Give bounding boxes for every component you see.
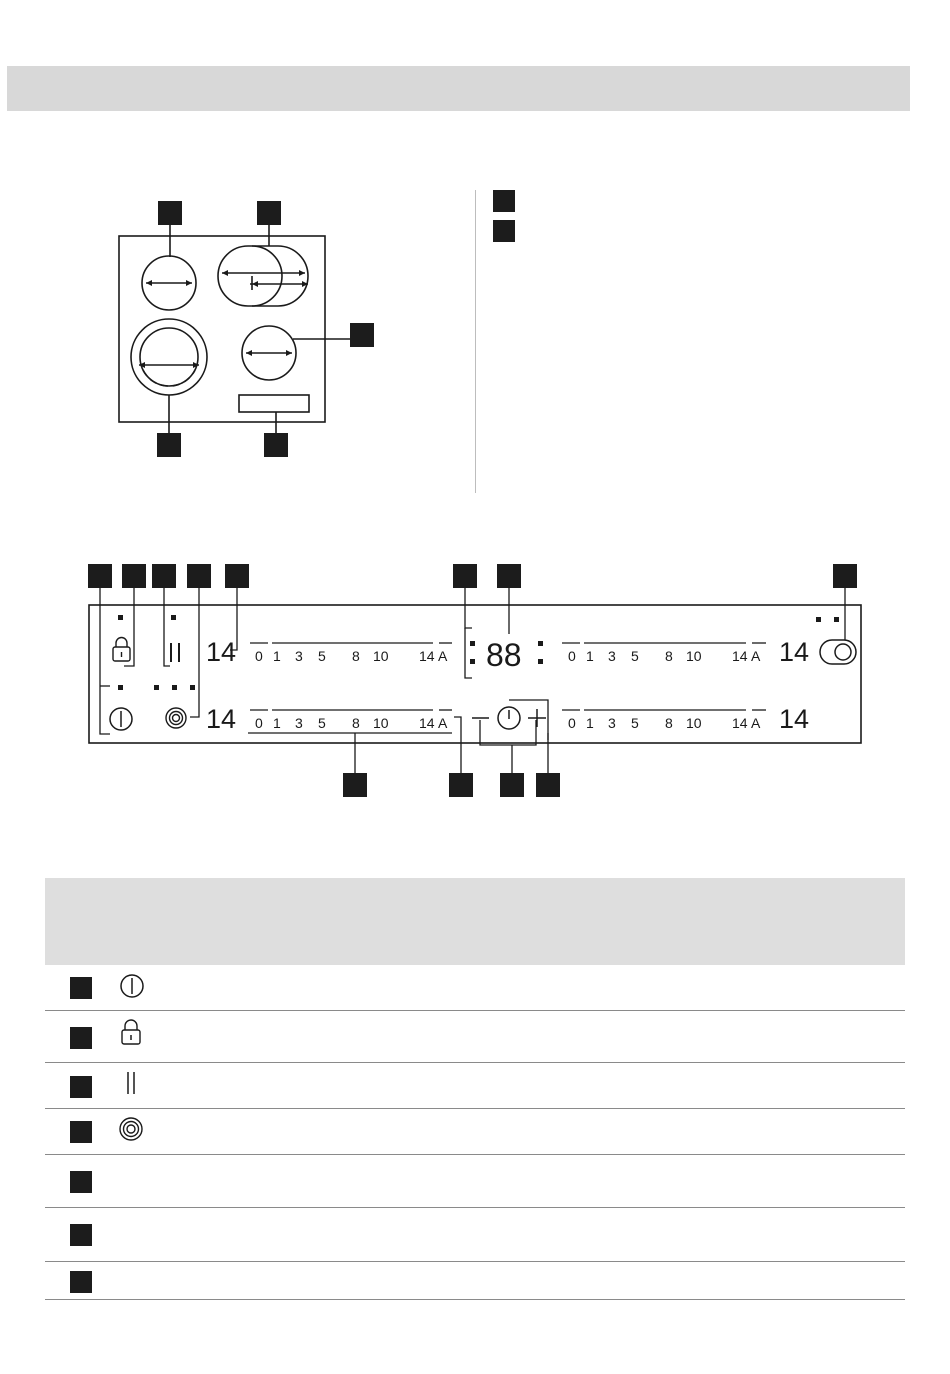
power-level-label-bottom-left[interactable]: 5 bbox=[318, 715, 326, 731]
pause-icon bbox=[119, 1069, 147, 1097]
power-level-label-bottom-left[interactable]: 0 bbox=[255, 715, 263, 731]
cooking-zone-double bbox=[131, 319, 207, 395]
power-level-label-top-left[interactable]: 14 bbox=[419, 648, 435, 664]
power-level-label-bottom-right[interactable]: 1 bbox=[586, 715, 594, 731]
control-panel-outline bbox=[239, 395, 309, 412]
power-level-label-top-left[interactable]: 5 bbox=[318, 648, 326, 664]
power-level-label-top-left[interactable]: 3 bbox=[295, 648, 303, 664]
table-header bbox=[45, 878, 905, 965]
callout-box bbox=[158, 201, 182, 225]
legend-marker bbox=[493, 220, 515, 242]
power-level-label-top-right[interactable]: 5 bbox=[631, 648, 639, 664]
bridge-icon bbox=[166, 708, 186, 728]
power-level-label-bottom-right[interactable]: 10 bbox=[686, 715, 702, 731]
cooking-zone-oval bbox=[218, 246, 308, 306]
row-marker bbox=[70, 1171, 92, 1193]
section-header-bar bbox=[7, 66, 910, 111]
power-level-label-bottom-left[interactable]: 3 bbox=[295, 715, 303, 731]
power-icon bbox=[110, 708, 132, 730]
row-marker bbox=[70, 977, 92, 999]
power-level-label-top-left[interactable]: 8 bbox=[352, 648, 360, 664]
callout-box bbox=[350, 323, 374, 347]
table-row bbox=[45, 1155, 905, 1208]
table-row bbox=[45, 1262, 905, 1300]
power-icon bbox=[119, 973, 147, 1001]
power-level-label-bottom-right[interactable]: 5 bbox=[631, 715, 639, 731]
zone-display-bottom-right: 14 bbox=[779, 704, 810, 734]
row-marker bbox=[70, 1027, 92, 1049]
power-level-label-bottom-left[interactable]: 10 bbox=[373, 715, 389, 731]
power-level-label-bottom-right[interactable]: 14 bbox=[732, 715, 748, 731]
power-level-label-bottom-left[interactable]: 14 bbox=[419, 715, 435, 731]
zone-display-top-right: 14 bbox=[779, 637, 810, 667]
control-panel-diagram bbox=[80, 560, 870, 800]
callout-box bbox=[157, 433, 181, 457]
power-level-label-top-right[interactable]: 10 bbox=[686, 648, 702, 664]
table-row bbox=[45, 1208, 905, 1262]
table-row bbox=[45, 1109, 905, 1155]
power-level-label-bottom-left[interactable]: 1 bbox=[273, 715, 281, 731]
power-level-label-bottom-right[interactable]: 0 bbox=[568, 715, 576, 731]
power-level-label-bottom-right[interactable]: 8 bbox=[665, 715, 673, 731]
power-level-label-bottom-right[interactable]: A bbox=[751, 715, 761, 731]
legend-marker bbox=[493, 190, 515, 212]
column-divider bbox=[475, 190, 476, 493]
zone-display-top-left: 14 bbox=[206, 637, 237, 667]
power-level-label-top-right[interactable]: 14 bbox=[732, 648, 748, 664]
lock-icon bbox=[119, 1019, 147, 1047]
row-marker bbox=[70, 1076, 92, 1098]
hob-layout-diagram bbox=[110, 195, 380, 465]
pause-icon bbox=[171, 643, 179, 662]
power-level-label-bottom-left[interactable]: A bbox=[438, 715, 448, 731]
bridge-icon bbox=[119, 1116, 147, 1144]
row-marker bbox=[70, 1271, 92, 1293]
callout-box bbox=[264, 433, 288, 457]
power-level-label-top-right[interactable]: 8 bbox=[665, 648, 673, 664]
power-level-label-top-left[interactable]: A bbox=[438, 648, 448, 664]
table-row bbox=[45, 965, 905, 1011]
row-marker bbox=[70, 1121, 92, 1143]
row-marker bbox=[70, 1224, 92, 1246]
table-row bbox=[45, 1011, 905, 1063]
lock-icon bbox=[113, 638, 130, 662]
table-row bbox=[45, 1063, 905, 1109]
callout-box bbox=[257, 201, 281, 225]
power-level-label-top-right[interactable]: A bbox=[751, 648, 761, 664]
power-level-label-top-right[interactable]: 0 bbox=[568, 648, 576, 664]
power-level-label-top-right[interactable]: 1 bbox=[586, 648, 594, 664]
power-level-label-bottom-right[interactable]: 3 bbox=[608, 715, 616, 731]
power-level-label-top-left[interactable]: 1 bbox=[273, 648, 281, 664]
power-level-label-top-right[interactable]: 3 bbox=[608, 648, 616, 664]
power-level-label-top-left[interactable]: 10 bbox=[373, 648, 389, 664]
power-level-label-top-left[interactable]: 0 bbox=[255, 648, 263, 664]
power-level-label-bottom-left[interactable]: 8 bbox=[352, 715, 360, 731]
timer-display: 88 bbox=[486, 637, 522, 673]
zone-display-bottom-left: 14 bbox=[206, 704, 237, 734]
zone-toggle-icon bbox=[820, 640, 856, 664]
